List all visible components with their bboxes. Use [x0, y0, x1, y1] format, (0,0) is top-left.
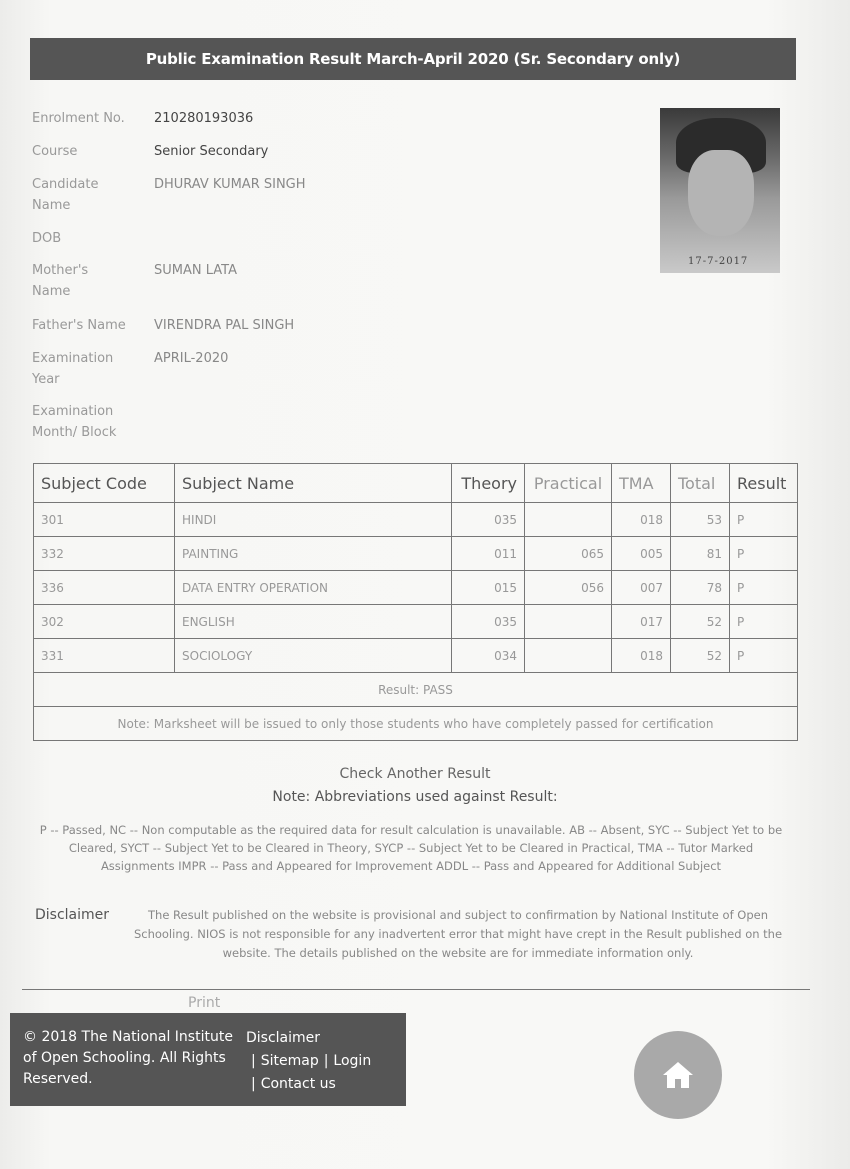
mother-label-line2: Name [32, 284, 71, 299]
cell-practical [525, 605, 612, 639]
table-row [34, 639, 798, 673]
footer-contact-link[interactable]: Contact us [260, 1076, 336, 1092]
cell-code: 331 [34, 639, 175, 673]
home-button[interactable] [634, 1031, 722, 1119]
abbreviations-note: Note: Abbreviations used against Result: [272, 789, 558, 805]
cell-practical: 056 [525, 571, 612, 605]
cell-result: P [730, 605, 798, 639]
cell-name: HINDI [175, 503, 452, 537]
table-row [34, 605, 798, 639]
cell-name: SOCIOLOGY [175, 639, 452, 673]
divider [22, 989, 810, 990]
table-header-row [34, 464, 798, 503]
exam-year-value: APRIL-2020 [154, 351, 229, 366]
cell-total: 78 [671, 571, 730, 605]
father-row [32, 315, 294, 336]
father-label: Father's Name [32, 318, 126, 333]
cell-theory: 015 [452, 571, 525, 605]
exam-month-label-line2: Month/ Block [32, 425, 117, 440]
dob-label: DOB [32, 231, 62, 246]
header-subject-name: Subject Name [175, 464, 452, 503]
header-practical: Practical [525, 464, 612, 503]
enrolment-value: 210280193036 [154, 111, 254, 126]
disclaimer-text: The Result published on the website is provisional and subject to confirmation by National Institute of Open Schooling. NIOS is not responsible for any inadvertent error that might have crept in the Result published on the website. The details published on the website are for immediate information only. [133, 908, 783, 960]
name-label-line2: Name [32, 198, 71, 213]
footer-separator: | [251, 1076, 256, 1092]
home-icon [661, 1060, 695, 1090]
cell-theory: 034 [452, 639, 525, 673]
cell-theory: 035 [452, 503, 525, 537]
cell-name: ENGLISH [175, 605, 452, 639]
footer [10, 1013, 406, 1106]
name-value: DHURAV KUMAR SINGH [154, 177, 306, 192]
enrolment-row [32, 108, 253, 129]
cell-code: 301 [34, 503, 175, 537]
page-title: Public Examination Result March-April 2020 (Sr. Secondary only) [30, 38, 796, 80]
cell-theory: 035 [452, 605, 525, 639]
cell-result: P [730, 537, 798, 571]
cell-name: DATA ENTRY OPERATION [175, 571, 452, 605]
exam-year-label-line2: Year [32, 372, 60, 387]
exam-year-row [32, 348, 228, 390]
name-label [32, 174, 154, 216]
cell-result: P [730, 571, 798, 605]
cell-total: 52 [671, 639, 730, 673]
header-result: Result [730, 464, 798, 503]
disclaimer-label: Disclaimer [35, 907, 110, 923]
print-link[interactable]: Print [188, 995, 221, 1011]
table-row [34, 503, 798, 537]
footer-links [246, 1027, 371, 1096]
table-row [34, 537, 798, 571]
footer-sitemap-link[interactable]: Sitemap [260, 1053, 319, 1069]
check-another-result-link[interactable]: Check Another Result [339, 766, 491, 782]
cell-code: 302 [34, 605, 175, 639]
cell-code: 336 [34, 571, 175, 605]
result-summary-row [34, 673, 798, 707]
candidate-photo [660, 108, 780, 273]
cell-practical [525, 639, 612, 673]
cell-result: P [730, 503, 798, 537]
cell-total: 53 [671, 503, 730, 537]
marks-table [33, 463, 798, 741]
copyright-text: © 2018 The National Institute of Open Schooling. All Rights Reserved. [23, 1029, 233, 1087]
mother-label [32, 260, 154, 302]
header-tma: TMA [612, 464, 671, 503]
cell-tma: 007 [612, 571, 671, 605]
course-value: Senior Secondary [154, 144, 269, 159]
mother-value: SUMAN LATA [154, 263, 237, 278]
result-summary: Result: PASS [34, 673, 798, 707]
cell-result: P [730, 639, 798, 673]
cell-tma: 017 [612, 605, 671, 639]
mother-row [32, 260, 237, 302]
header-total: Total [671, 464, 730, 503]
cell-total: 52 [671, 605, 730, 639]
course-row [32, 141, 268, 162]
certification-note-row [34, 707, 798, 741]
name-row [32, 174, 306, 216]
exam-month-label [32, 401, 172, 443]
footer-login-link[interactable]: Login [333, 1053, 372, 1069]
cell-code: 332 [34, 537, 175, 571]
cell-tma: 018 [612, 639, 671, 673]
footer-separator: | [323, 1053, 329, 1069]
name-label-line1: Candidate [32, 177, 99, 192]
enrolment-label: Enrolment No. [32, 111, 125, 126]
certification-note: Note: Marksheet will be issued to only those students who have completely passed for certification [34, 707, 798, 741]
footer-separator: | [251, 1053, 256, 1069]
header-theory: Theory [452, 464, 525, 503]
mother-label-line1: Mother's [32, 263, 89, 278]
cell-practical: 065 [525, 537, 612, 571]
cell-name: PAINTING [175, 537, 452, 571]
exam-year-label-line1: Examination [32, 351, 114, 366]
cell-total: 81 [671, 537, 730, 571]
exam-year-label [32, 348, 154, 390]
table-row [34, 571, 798, 605]
abbreviations-legend: P -- Passed, NC -- Non computable as the required data for result calculation is unavailable. AB -- Absent, SYC -- Subject Yet to be Cleared, SYCT -- Subject Yet to be Cleared in Theory, SYCP -- Subject Yet to be Cleared in Practical, TMA -- Tutor Marked Assignments IMPR -- Pass and Appeared for Improvement ADDL -- Pass and Appeared for Additional Subject [39, 823, 783, 873]
father-value: VIRENDRA PAL SINGH [154, 318, 295, 333]
header-subject-code: Subject Code [34, 464, 175, 503]
cell-theory: 011 [452, 537, 525, 571]
photo-signature: 17-7-2017 [688, 256, 749, 267]
footer-disclaimer-link[interactable]: Disclaimer [246, 1030, 321, 1046]
photo-face [688, 150, 754, 236]
exam-month-row [32, 401, 172, 443]
exam-month-label-line1: Examination [32, 404, 114, 419]
dob-row [32, 228, 154, 249]
cell-practical [525, 503, 612, 537]
cell-tma: 018 [612, 503, 671, 537]
course-label: Course [32, 144, 78, 159]
cell-tma: 005 [612, 537, 671, 571]
